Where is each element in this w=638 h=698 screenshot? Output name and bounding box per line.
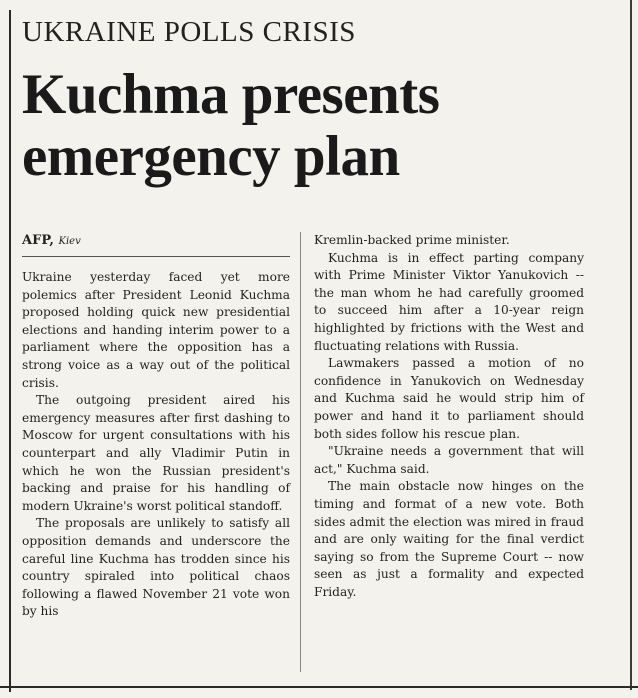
headline: Kuchma presents emergency plan [22, 63, 440, 188]
right-column [314, 232, 584, 601]
column-divider [300, 232, 301, 672]
byline-place: Kiev [58, 236, 81, 247]
bottom-border-rule [0, 686, 638, 688]
paragraph: The outgoing president aired his emergency measures after first dashing to Moscow for urgent consultations with his counterpart and ally Vladimir Putin in which he won the Russian president's backing and praise for his handling of modern Ukraine's worst political standoff. [22, 393, 290, 513]
right-border-rule [630, 0, 632, 690]
byline-agency: AFP, [22, 233, 54, 248]
paragraph: Kuchma is in effect parting company with Prime Minister Viktor Yanukovich -- the man whom he had carefully groomed to succeed him after a 10-year reign highlighted by frictions with the West and fluctuating relations with Russia. [314, 250, 584, 353]
byline-rule [22, 256, 290, 257]
paragraph: The proposals are unlikely to satisfy all opposition demands and underscore the careful line Kuchma has trodden since his country spiraled into political chaos following a flawed November 21 vote won by his [22, 516, 290, 619]
kicker: UKRAINE POLLS CRISIS [22, 16, 356, 48]
left-border-rule [9, 10, 11, 692]
paragraph: Ukraine yesterday faced yet more polemics after President Leonid Kuchma proposed holding quick new presidential elections and handing interim power to a parliament where the opposition has a strong voice as a way out of the political crisis. [22, 270, 290, 390]
paragraph: "Ukraine needs a government that will act," Kuchma said. [314, 444, 584, 476]
paragraph: Lawmakers passed a motion of no confidence in Yanukovich on Wednesday and Kuchma said he would strip him of power and hand it to parliament should both sides follow his rescue plan. [314, 356, 584, 441]
paragraph: The main obstacle now hinges on the timing and format of a new vote. Both sides admit the election was mired in fraud and are only waiting for the final verdict saying so from the Supreme Court -- now seen as just a formality and expected Friday. [314, 479, 584, 599]
byline [22, 232, 290, 256]
left-column [22, 232, 290, 621]
paragraph: Kremlin-backed prime minister. [314, 233, 510, 247]
